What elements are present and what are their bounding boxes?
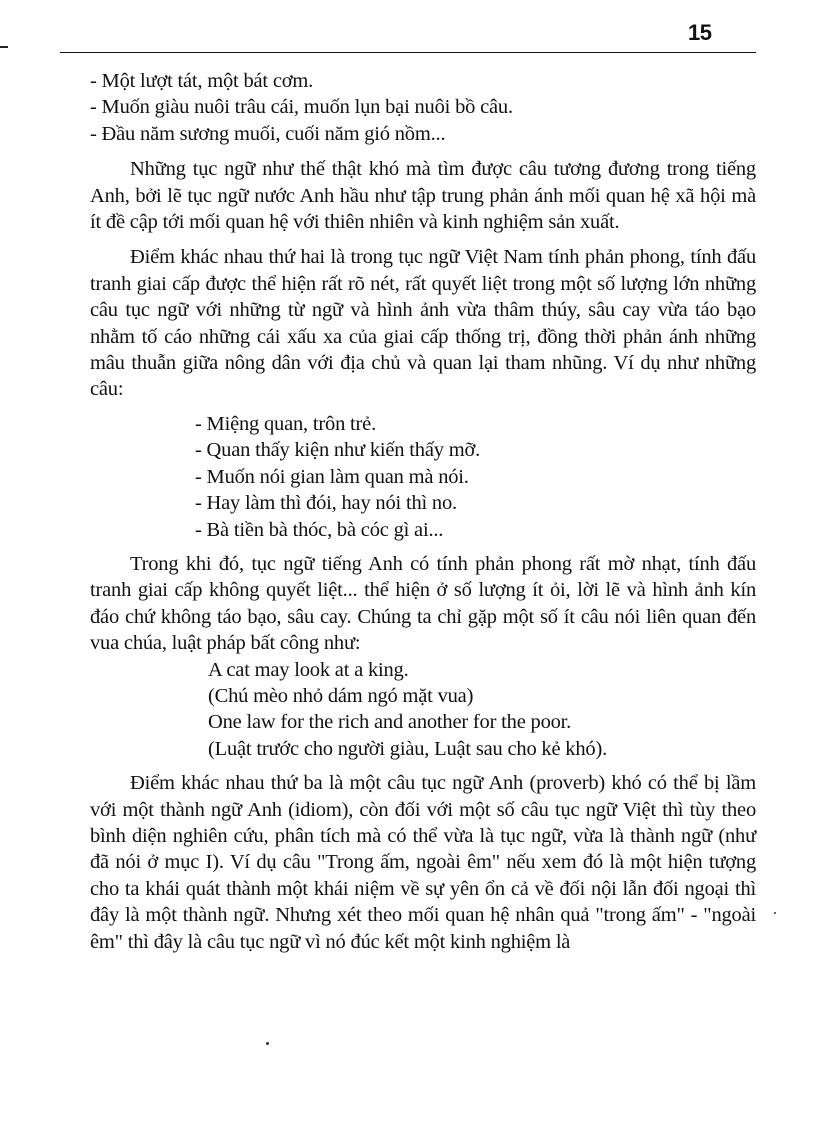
paragraph: Trong khi đó, tục ngữ tiếng Anh có tính phản phong rất mờ nhạt, tính đấu tranh giai cấp không quyết liệt... thể hiện ở số lượng ít ỏi, lời lẽ và hình ảnh kín đáo chứ không táo bạo, sâu cay. Chúng ta chỉ gặp một số ít câu nói liên quan đến vua chúa, luật pháp bất công như: (90, 552, 756, 655)
vietnamese-proverb: - Miệng quan, trôn trẻ. (195, 412, 376, 435)
vietnamese-proverb: - Bà tiền bà thóc, bà cóc gì ai... (195, 518, 444, 541)
english-proverb: One law for the rich and another for the poor. (208, 711, 572, 734)
page-body (90, 68, 756, 955)
paragraph: Điểm khác nhau thứ ba là một câu tục ngữ Anh (proverb) khó có thể bị lầm với một thành ngữ Anh (idiom), còn đối với một số câu tục ngữ Việt thì tùy theo bình diện nghiên cứu, phân tích mà có thể vừa là tục ngữ, vừa là thành ngữ (như đã nói ở mục I). Ví dụ câu "Trong ấm, ngoài êm" nếu xem đó là một hiện tượng cho ta khái quát thành một khái niệm về sự yên ổn cả về đối nội lẫn đối ngoại thì đây là một thành ngữ. Nhưng xét theo mối quan hệ nhân quả "trong ấm" - "ngoài êm" thì đây là câu tục ngữ vì nó đúc kết một kinh nghiệm là (90, 772, 756, 953)
english-example-list (208, 657, 756, 763)
vietnamese-proverb: - Hay làm thì đói, hay nói thì no. (195, 492, 457, 515)
proverb-translation: (Chú mèo nhỏ dám ngó mặt vua) (208, 684, 474, 707)
edge-mark (0, 46, 8, 48)
intro-proverb-list (90, 68, 756, 147)
vietnamese-proverb: - Muốn nói gian làm quan mà nói. (195, 465, 469, 488)
vietnamese-proverb-list (195, 411, 756, 543)
vietnamese-proverb: - Quan thấy kiện như kiến thấy mỡ. (195, 439, 481, 462)
english-proverb: A cat may look at a king. (208, 658, 409, 681)
intro-proverb: - Muốn giàu nuôi trâu cái, muốn lụn bại nuôi bồ câu. (90, 96, 513, 119)
scan-speck (774, 912, 776, 914)
paragraph: Những tục ngữ như thế thật khó mà tìm được câu tương đương trong tiếng Anh, bởi lẽ tục ngữ nước Anh hầu như tập trung phản ánh mối quan hệ xã hội mà ít đề cập tới mối quan hệ với thiên nhiên và kinh nghiệm sản xuất. (90, 158, 756, 234)
scan-speck (266, 1042, 269, 1045)
intro-proverb: - Một lượt tát, một bát cơm. (90, 70, 314, 92)
proverb-translation: (Luật trước cho người giàu, Luật sau cho kẻ khó). (208, 737, 607, 760)
intro-proverb: - Đầu năm sương muối, cuối năm gió nồm... (90, 122, 446, 145)
paragraph: Điểm khác nhau thứ hai là trong tục ngữ Việt Nam tính phản phong, tính đấu tranh giai cấp được thể hiện rất rõ nét, rất quyết liệt trong một số lượng lớn những câu tục ngữ với những từ ngữ và hình ảnh vừa thâm thúy, sâu cay vừa táo bạo nhằm tố cáo những cái xấu xa của giai cấp thống trị, đồng thời phản ánh những mâu thuẫn giữa nông dân với địa chủ và quan lại tham nhũng. Ví dụ như những câu: (90, 246, 756, 401)
page-number: 15 (688, 20, 712, 45)
header-rule (60, 52, 756, 53)
